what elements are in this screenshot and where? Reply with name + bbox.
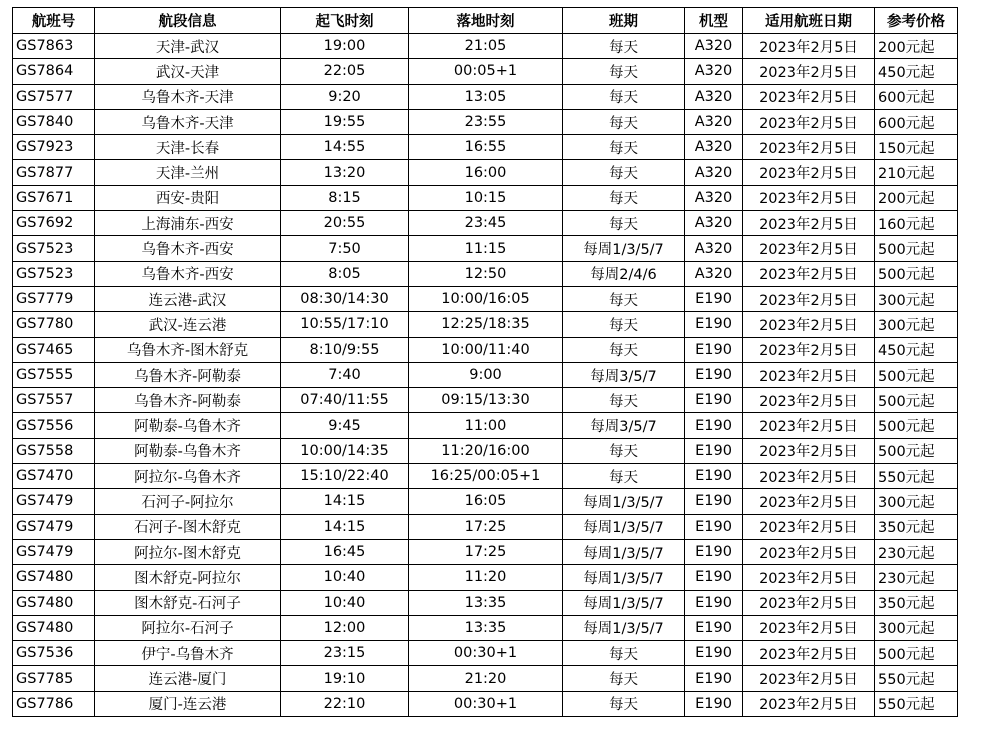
aircraft-cell: A320 — [685, 109, 743, 134]
departure-time-cell: 22:10 — [281, 691, 409, 716]
departure-time-cell: 13:20 — [281, 160, 409, 185]
schedule-cell: 每天 — [563, 135, 685, 160]
flight-no-cell: GS7480 — [13, 615, 95, 640]
departure-time-cell: 19:55 — [281, 109, 409, 134]
price-cell: 500元起 — [875, 261, 958, 286]
price-cell: 550元起 — [875, 691, 958, 716]
departure-time-cell: 16:45 — [281, 539, 409, 564]
departure-time-cell: 14:55 — [281, 135, 409, 160]
aircraft-cell: A320 — [685, 34, 743, 59]
schedule-cell: 每周2/4/6 — [563, 261, 685, 286]
departure-time-cell: 19:00 — [281, 34, 409, 59]
table-row — [13, 362, 958, 387]
price-cell: 450元起 — [875, 59, 958, 84]
price-cell: 160元起 — [875, 211, 958, 236]
aircraft-cell: E190 — [685, 641, 743, 666]
departure-time-cell: 19:10 — [281, 666, 409, 691]
aircraft-cell: E190 — [685, 615, 743, 640]
schedule-cell: 每周1/3/5/7 — [563, 539, 685, 564]
price-cell: 600元起 — [875, 109, 958, 134]
flight-no-cell: GS7863 — [13, 34, 95, 59]
table-row — [13, 489, 958, 514]
route-cell: 图木舒克-阿拉尔 — [95, 565, 281, 590]
table-row — [13, 160, 958, 185]
aircraft-cell: A320 — [685, 84, 743, 109]
route-cell: 武汉-连云港 — [95, 312, 281, 337]
flight-no-cell: GS7479 — [13, 514, 95, 539]
arrival-time-cell: 10:00/11:40 — [409, 337, 563, 362]
route-cell: 乌鲁木齐-阿勒泰 — [95, 362, 281, 387]
arrival-time-cell: 13:35 — [409, 590, 563, 615]
valid-date-cell: 2023年2月5日 — [743, 109, 875, 134]
route-cell: 阿勒泰-乌鲁木齐 — [95, 438, 281, 463]
table-row — [13, 286, 958, 311]
table-row — [13, 413, 958, 438]
route-cell: 连云港-武汉 — [95, 286, 281, 311]
table-row — [13, 185, 958, 210]
schedule-cell: 每周3/5/7 — [563, 362, 685, 387]
route-cell: 西安-贵阳 — [95, 185, 281, 210]
schedule-cell: 每周1/3/5/7 — [563, 565, 685, 590]
flight-no-cell: GS7692 — [13, 211, 95, 236]
price-cell: 210元起 — [875, 160, 958, 185]
aircraft-cell: E190 — [685, 362, 743, 387]
table-row — [13, 565, 958, 590]
departure-time-cell: 8:15 — [281, 185, 409, 210]
arrival-time-cell: 21:20 — [409, 666, 563, 691]
table-row — [13, 59, 958, 84]
aircraft-cell: A320 — [685, 211, 743, 236]
valid-date-cell: 2023年2月5日 — [743, 666, 875, 691]
flight-no-cell: GS7923 — [13, 135, 95, 160]
route-cell: 乌鲁木齐-西安 — [95, 261, 281, 286]
valid-date-cell: 2023年2月5日 — [743, 59, 875, 84]
aircraft-cell: E190 — [685, 489, 743, 514]
departure-time-cell: 10:00/14:35 — [281, 438, 409, 463]
schedule-cell: 每周1/3/5/7 — [563, 590, 685, 615]
table-row — [13, 84, 958, 109]
arrival-time-cell: 10:15 — [409, 185, 563, 210]
departure-time-cell: 10:55/17:10 — [281, 312, 409, 337]
arrival-time-cell: 11:15 — [409, 236, 563, 261]
table-row — [13, 337, 958, 362]
valid-date-cell: 2023年2月5日 — [743, 413, 875, 438]
route-cell: 乌鲁木齐-天津 — [95, 84, 281, 109]
aircraft-cell: E190 — [685, 337, 743, 362]
arrival-time-cell: 23:55 — [409, 109, 563, 134]
departure-time-cell: 23:15 — [281, 641, 409, 666]
schedule-cell: 每周1/3/5/7 — [563, 615, 685, 640]
flight-no-cell: GS7523 — [13, 236, 95, 261]
arrival-time-cell: 00:05+1 — [409, 59, 563, 84]
table-row — [13, 666, 958, 691]
departure-time-cell: 14:15 — [281, 489, 409, 514]
route-cell: 图木舒克-石河子 — [95, 590, 281, 615]
flight-no-cell: GS7577 — [13, 84, 95, 109]
aircraft-cell: E190 — [685, 312, 743, 337]
arrival-time-cell: 16:55 — [409, 135, 563, 160]
schedule-cell: 每天 — [563, 388, 685, 413]
schedule-cell: 每天 — [563, 211, 685, 236]
arrival-time-cell: 11:20 — [409, 565, 563, 590]
aircraft-cell: E190 — [685, 666, 743, 691]
table-row — [13, 236, 958, 261]
table-row — [13, 590, 958, 615]
schedule-cell: 每天 — [563, 438, 685, 463]
schedule-cell: 每天 — [563, 34, 685, 59]
price-cell: 300元起 — [875, 286, 958, 311]
flight-no-cell: GS7671 — [13, 185, 95, 210]
route-cell: 伊宁-乌鲁木齐 — [95, 641, 281, 666]
route-cell: 连云港-厦门 — [95, 666, 281, 691]
valid-date-cell: 2023年2月5日 — [743, 211, 875, 236]
table-row — [13, 691, 958, 716]
price-cell: 200元起 — [875, 34, 958, 59]
table-row — [13, 135, 958, 160]
valid-date-cell: 2023年2月5日 — [743, 514, 875, 539]
arrival-time-cell: 16:00 — [409, 160, 563, 185]
arrival-time-cell: 11:20/16:00 — [409, 438, 563, 463]
aircraft-cell: A320 — [685, 236, 743, 261]
flight-no-cell: GS7555 — [13, 362, 95, 387]
table-header — [13, 8, 958, 34]
schedule-cell: 每天 — [563, 666, 685, 691]
table-row — [13, 464, 958, 489]
table-row — [13, 615, 958, 640]
schedule-cell: 每天 — [563, 312, 685, 337]
arrival-time-cell: 10:00/16:05 — [409, 286, 563, 311]
aircraft-cell: E190 — [685, 539, 743, 564]
arrival-time-cell: 13:35 — [409, 615, 563, 640]
flight-no-cell: GS7480 — [13, 565, 95, 590]
col-header-valid-date: 适用航班日期 — [743, 8, 875, 34]
departure-time-cell: 7:40 — [281, 362, 409, 387]
aircraft-cell: E190 — [685, 286, 743, 311]
col-header-aircraft: 机型 — [685, 8, 743, 34]
departure-time-cell: 7:50 — [281, 236, 409, 261]
valid-date-cell: 2023年2月5日 — [743, 362, 875, 387]
valid-date-cell: 2023年2月5日 — [743, 590, 875, 615]
schedule-cell: 每天 — [563, 59, 685, 84]
route-cell: 天津-兰州 — [95, 160, 281, 185]
departure-time-cell: 9:20 — [281, 84, 409, 109]
route-cell: 阿拉尔-石河子 — [95, 615, 281, 640]
col-header-schedule: 班期 — [563, 8, 685, 34]
price-cell: 300元起 — [875, 312, 958, 337]
table-row — [13, 312, 958, 337]
price-cell: 230元起 — [875, 565, 958, 590]
flight-no-cell: GS7556 — [13, 413, 95, 438]
arrival-time-cell: 00:30+1 — [409, 691, 563, 716]
valid-date-cell: 2023年2月5日 — [743, 489, 875, 514]
aircraft-cell: A320 — [685, 160, 743, 185]
schedule-cell: 每周3/5/7 — [563, 413, 685, 438]
departure-time-cell: 15:10/22:40 — [281, 464, 409, 489]
departure-time-cell: 20:55 — [281, 211, 409, 236]
departure-time-cell: 08:30/14:30 — [281, 286, 409, 311]
arrival-time-cell: 9:00 — [409, 362, 563, 387]
route-cell: 乌鲁木齐-阿勒泰 — [95, 388, 281, 413]
valid-date-cell: 2023年2月5日 — [743, 185, 875, 210]
valid-date-cell: 2023年2月5日 — [743, 641, 875, 666]
aircraft-cell: E190 — [685, 464, 743, 489]
price-cell: 150元起 — [875, 135, 958, 160]
departure-time-cell: 8:10/9:55 — [281, 337, 409, 362]
route-cell: 石河子-图木舒克 — [95, 514, 281, 539]
valid-date-cell: 2023年2月5日 — [743, 160, 875, 185]
valid-date-cell: 2023年2月5日 — [743, 84, 875, 109]
schedule-cell: 每天 — [563, 84, 685, 109]
table-row — [13, 514, 958, 539]
arrival-time-cell: 21:05 — [409, 34, 563, 59]
price-cell: 600元起 — [875, 84, 958, 109]
arrival-time-cell: 00:30+1 — [409, 641, 563, 666]
route-cell: 阿勒泰-乌鲁木齐 — [95, 413, 281, 438]
aircraft-cell: E190 — [685, 514, 743, 539]
col-header-arrival-time: 落地时刻 — [409, 8, 563, 34]
arrival-time-cell: 09:15/13:30 — [409, 388, 563, 413]
arrival-time-cell: 16:25/00:05+1 — [409, 464, 563, 489]
route-cell: 天津-长春 — [95, 135, 281, 160]
table-row — [13, 109, 958, 134]
valid-date-cell: 2023年2月5日 — [743, 438, 875, 463]
flight-no-cell: GS7786 — [13, 691, 95, 716]
flight-no-cell: GS7785 — [13, 666, 95, 691]
flight-no-cell: GS7877 — [13, 160, 95, 185]
valid-date-cell: 2023年2月5日 — [743, 337, 875, 362]
aircraft-cell: E190 — [685, 590, 743, 615]
flight-no-cell: GS7465 — [13, 337, 95, 362]
col-header-route: 航段信息 — [95, 8, 281, 34]
aircraft-cell: A320 — [685, 185, 743, 210]
arrival-time-cell: 17:25 — [409, 539, 563, 564]
route-cell: 石河子-阿拉尔 — [95, 489, 281, 514]
arrival-time-cell: 11:00 — [409, 413, 563, 438]
price-cell: 300元起 — [875, 615, 958, 640]
table-row — [13, 438, 958, 463]
route-cell: 武汉-天津 — [95, 59, 281, 84]
route-cell: 乌鲁木齐-天津 — [95, 109, 281, 134]
flight-no-cell: GS7558 — [13, 438, 95, 463]
price-cell: 500元起 — [875, 641, 958, 666]
price-cell: 550元起 — [875, 666, 958, 691]
departure-time-cell: 22:05 — [281, 59, 409, 84]
schedule-cell: 每天 — [563, 641, 685, 666]
route-cell: 乌鲁木齐-西安 — [95, 236, 281, 261]
flight-no-cell: GS7479 — [13, 539, 95, 564]
price-cell: 500元起 — [875, 438, 958, 463]
valid-date-cell: 2023年2月5日 — [743, 464, 875, 489]
route-cell: 阿拉尔-图木舒克 — [95, 539, 281, 564]
aircraft-cell: A320 — [685, 135, 743, 160]
flight-no-cell: GS7779 — [13, 286, 95, 311]
arrival-time-cell: 12:25/18:35 — [409, 312, 563, 337]
valid-date-cell: 2023年2月5日 — [743, 286, 875, 311]
table-body — [13, 34, 958, 717]
departure-time-cell: 07:40/11:55 — [281, 388, 409, 413]
schedule-cell: 每天 — [563, 691, 685, 716]
col-header-departure-time: 起飞时刻 — [281, 8, 409, 34]
flight-no-cell: GS7557 — [13, 388, 95, 413]
valid-date-cell: 2023年2月5日 — [743, 261, 875, 286]
flight-no-cell: GS7470 — [13, 464, 95, 489]
valid-date-cell: 2023年2月5日 — [743, 691, 875, 716]
arrival-time-cell: 23:45 — [409, 211, 563, 236]
price-cell: 500元起 — [875, 388, 958, 413]
departure-time-cell: 10:40 — [281, 565, 409, 590]
route-cell: 天津-武汉 — [95, 34, 281, 59]
arrival-time-cell: 16:05 — [409, 489, 563, 514]
flight-no-cell: GS7536 — [13, 641, 95, 666]
schedule-cell: 每天 — [563, 464, 685, 489]
table-row — [13, 34, 958, 59]
price-cell: 550元起 — [875, 464, 958, 489]
valid-date-cell: 2023年2月5日 — [743, 236, 875, 261]
col-header-flight-no: 航班号 — [13, 8, 95, 34]
departure-time-cell: 14:15 — [281, 514, 409, 539]
schedule-cell: 每周1/3/5/7 — [563, 236, 685, 261]
aircraft-cell: A320 — [685, 261, 743, 286]
schedule-cell: 每天 — [563, 160, 685, 185]
aircraft-cell: A320 — [685, 59, 743, 84]
price-cell: 350元起 — [875, 514, 958, 539]
price-cell: 230元起 — [875, 539, 958, 564]
route-cell: 厦门-连云港 — [95, 691, 281, 716]
flight-schedule-table — [12, 7, 958, 717]
schedule-cell: 每天 — [563, 286, 685, 311]
arrival-time-cell: 12:50 — [409, 261, 563, 286]
flight-no-cell: GS7864 — [13, 59, 95, 84]
departure-time-cell: 8:05 — [281, 261, 409, 286]
flight-no-cell: GS7523 — [13, 261, 95, 286]
departure-time-cell: 9:45 — [281, 413, 409, 438]
valid-date-cell: 2023年2月5日 — [743, 388, 875, 413]
price-cell: 200元起 — [875, 185, 958, 210]
flight-no-cell: GS7780 — [13, 312, 95, 337]
price-cell: 500元起 — [875, 236, 958, 261]
valid-date-cell: 2023年2月5日 — [743, 615, 875, 640]
aircraft-cell: E190 — [685, 413, 743, 438]
price-cell: 500元起 — [875, 362, 958, 387]
aircraft-cell: E190 — [685, 438, 743, 463]
schedule-cell: 每天 — [563, 109, 685, 134]
schedule-cell: 每周1/3/5/7 — [563, 514, 685, 539]
table-row — [13, 211, 958, 236]
schedule-cell: 每天 — [563, 337, 685, 362]
valid-date-cell: 2023年2月5日 — [743, 34, 875, 59]
table-row — [13, 261, 958, 286]
table-row — [13, 539, 958, 564]
departure-time-cell: 10:40 — [281, 590, 409, 615]
route-cell: 乌鲁木齐-图木舒克 — [95, 337, 281, 362]
col-header-price: 参考价格 — [875, 8, 958, 34]
route-cell: 上海浦东-西安 — [95, 211, 281, 236]
aircraft-cell: E190 — [685, 388, 743, 413]
valid-date-cell: 2023年2月5日 — [743, 565, 875, 590]
arrival-time-cell: 13:05 — [409, 84, 563, 109]
price-cell: 500元起 — [875, 413, 958, 438]
table-row — [13, 388, 958, 413]
schedule-cell: 每周1/3/5/7 — [563, 489, 685, 514]
valid-date-cell: 2023年2月5日 — [743, 539, 875, 564]
table-row — [13, 641, 958, 666]
price-cell: 450元起 — [875, 337, 958, 362]
price-cell: 350元起 — [875, 590, 958, 615]
valid-date-cell: 2023年2月5日 — [743, 135, 875, 160]
flight-no-cell: GS7479 — [13, 489, 95, 514]
arrival-time-cell: 17:25 — [409, 514, 563, 539]
header-row — [13, 8, 958, 34]
valid-date-cell: 2023年2月5日 — [743, 312, 875, 337]
departure-time-cell: 12:00 — [281, 615, 409, 640]
flight-no-cell: GS7840 — [13, 109, 95, 134]
price-cell: 300元起 — [875, 489, 958, 514]
aircraft-cell: E190 — [685, 565, 743, 590]
aircraft-cell: E190 — [685, 691, 743, 716]
schedule-cell: 每天 — [563, 185, 685, 210]
flight-no-cell: GS7480 — [13, 590, 95, 615]
route-cell: 阿拉尔-乌鲁木齐 — [95, 464, 281, 489]
